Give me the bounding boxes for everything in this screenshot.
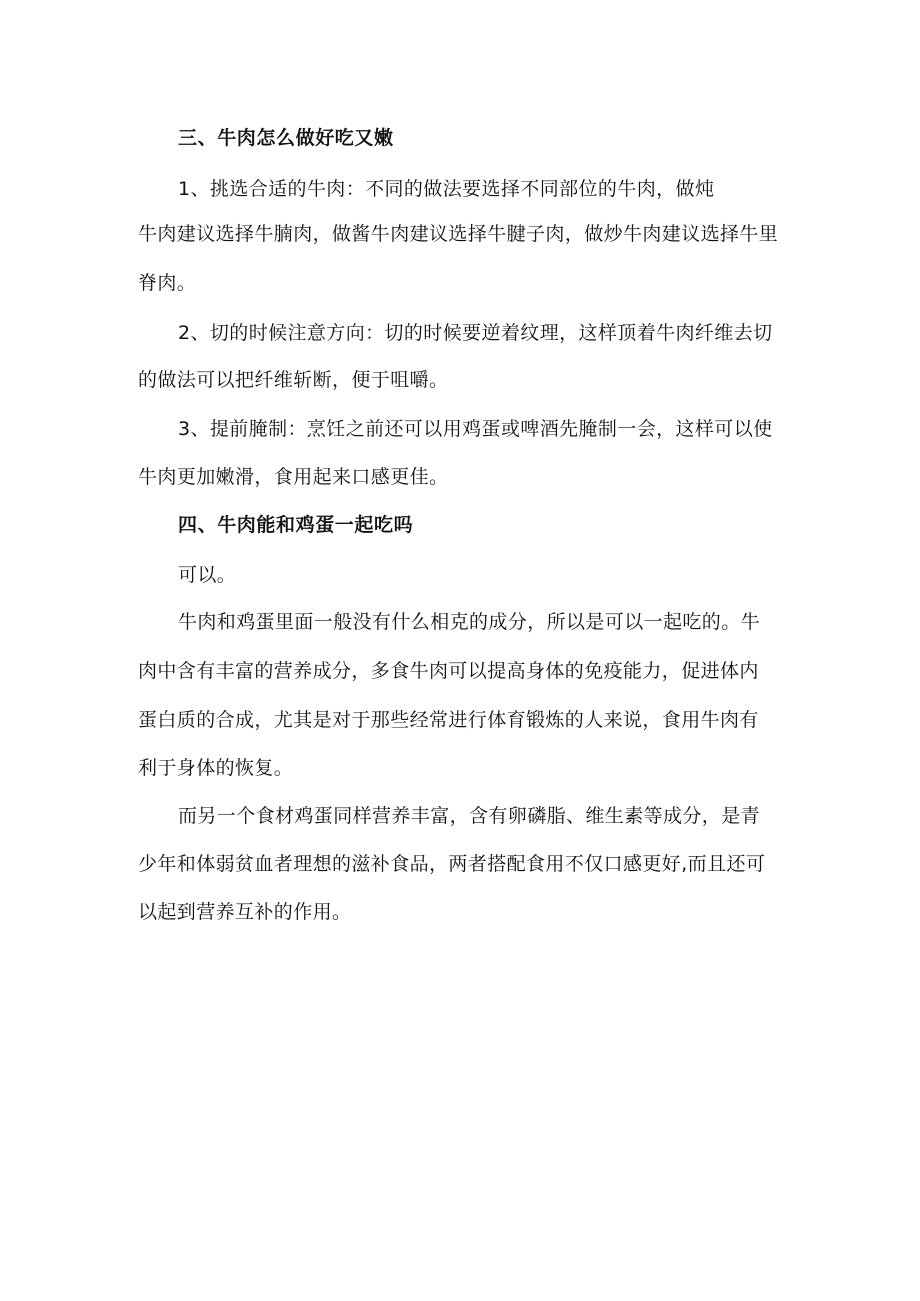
para-2-line-1: 而另一个食材鸡蛋同样营养丰富，含有卵磷脂、维生素等成分，是青 <box>178 805 761 827</box>
para-2-line-3: 以起到营养互补的作用。 <box>138 901 352 923</box>
answer-text: 可以。 <box>178 564 237 586</box>
tip-1-line-2: 牛肉建议选择牛腩肉，做酱牛肉建议选择牛腱子肉，做炒牛肉建议选择牛里 <box>138 223 779 245</box>
tip-1-line-3: 脊肉。 <box>138 272 197 294</box>
para-1-line-1: 牛肉和鸡蛋里面一般没有什么相克的成分，所以是可以一起吃的。牛 <box>178 611 761 633</box>
para-1-line-2: 肉中含有丰富的营养成分，多食牛肉可以提高身体的免疫能力，促进体内 <box>138 660 759 682</box>
section-heading-4: 四、牛肉能和鸡蛋一起吃吗 <box>178 514 414 536</box>
para-1-line-3: 蛋白质的合成，尤其是对于那些经常进行体育锻炼的人来说，食用牛肉有 <box>138 709 759 731</box>
tip-3-line-1: 3、提前腌制：烹饪之前还可以用鸡蛋或啤酒先腌制一会，这样可以使 <box>178 418 773 440</box>
para-2-line-2: 少年和体弱贫血者理想的滋补食品，两者搭配食用不仅口感更好,而且还可 <box>138 853 766 875</box>
para-1-line-4: 利于身体的恢复。 <box>138 757 294 779</box>
tip-2-line-2: 的做法可以把纤维斩断，便于咀嚼。 <box>138 369 449 391</box>
section-heading-3: 三、牛肉怎么做好吃又嫩 <box>178 127 394 149</box>
tip-3-line-2: 牛肉更加嫩滑，食用起来口感更佳。 <box>138 466 449 488</box>
tip-1-line-1: 1、挑选合适的牛肉：不同的做法要选择不同部位的牛肉，做炖 <box>178 178 715 200</box>
tip-2-line-1: 2、切的时候注意方向：切的时候要逆着纹理，这样顶着牛肉纤维去切 <box>178 322 773 344</box>
